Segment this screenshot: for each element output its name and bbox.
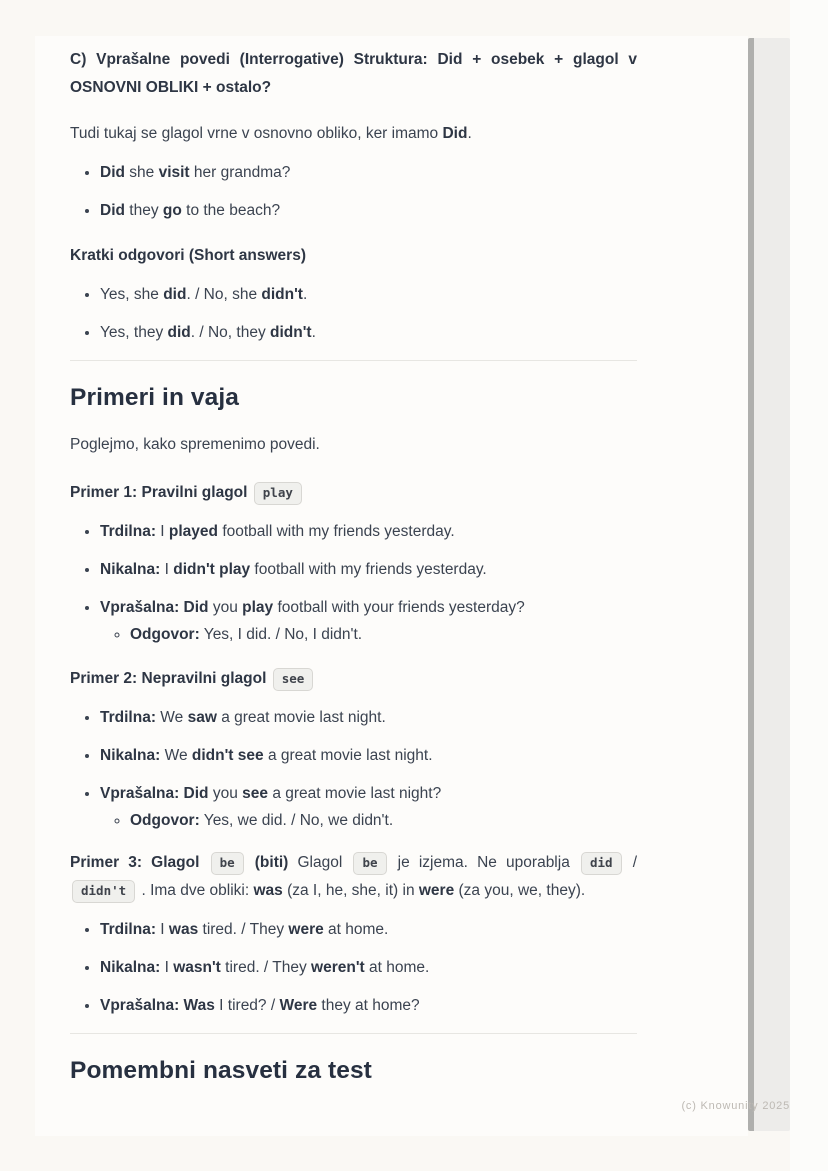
list-item [100, 520, 637, 543]
bold-text: were [418, 882, 455, 899]
list-item [100, 744, 637, 767]
scrollbar-thumb[interactable] [748, 38, 754, 1131]
code-chip: be [353, 852, 386, 875]
text-run: Yes, we did. / No, we didn't. [199, 812, 394, 829]
bold-text: Primer 2: Nepravilni glagol [70, 670, 271, 687]
code-chip: did [581, 852, 622, 875]
bold-text: Nikalna: [100, 747, 161, 764]
text-run: Poglejmo, kako spremenimo povedi. [70, 436, 320, 453]
bold-text: Odgovor: [130, 626, 200, 643]
paragraph [70, 431, 637, 459]
sub-heading [70, 665, 637, 693]
sub-list-item [130, 624, 637, 645]
bold-text: Trdilna: [100, 709, 156, 726]
code-chip: be [211, 852, 244, 875]
bold-text: did [167, 324, 191, 341]
bold-text: Primer 1: Pravilni glagol [70, 484, 252, 501]
text-run: to the beach? [181, 202, 281, 219]
text-run: / [623, 854, 637, 871]
text-run: . Ima dve obliki: [137, 882, 254, 899]
document-content [35, 36, 748, 1136]
text-run: Yes, she [100, 286, 164, 303]
list-item [100, 994, 637, 1017]
bold-text: Trdilna: [100, 523, 156, 540]
bold-text: played [168, 523, 219, 540]
bold-text: see [242, 785, 269, 802]
text-run: tired. / They [198, 921, 289, 938]
text-run: you [208, 599, 243, 616]
text-run: . [311, 324, 316, 341]
list-item [100, 956, 637, 979]
text-run: she [124, 164, 159, 181]
bold-text: was [168, 921, 199, 938]
text-run: (za I, he, she, it) in [282, 882, 419, 899]
section-divider [70, 1033, 637, 1034]
bold-text: C) Vprašalne povedi (Interrogative) [70, 51, 344, 68]
list-item [100, 161, 637, 184]
list-item [100, 706, 637, 729]
sub-heading [70, 46, 637, 102]
text-run: Glagol [288, 854, 352, 871]
bold-text: were [288, 921, 324, 938]
text-run: Struktura: [343, 51, 438, 68]
text-run: je izjema. Ne uporablja [388, 854, 579, 871]
list-item [100, 558, 637, 581]
text-run: you [208, 785, 243, 802]
bullet-list [70, 161, 637, 222]
bold-text: go [162, 202, 182, 219]
bold-text: didn't [261, 286, 303, 303]
sub-list [100, 810, 637, 831]
sub-list [100, 624, 637, 645]
paragraph [70, 120, 637, 148]
text-run: (za you, we, they). [454, 882, 586, 899]
scrollbar-track[interactable] [748, 38, 790, 1131]
text-run: a great movie last night. [263, 747, 433, 764]
bold-text: Kratki odgovori (Short answers) [70, 247, 306, 264]
text-run: her grandma? [189, 164, 291, 181]
list-item [100, 283, 637, 306]
text-run: I [155, 523, 169, 540]
bold-text: Did [100, 164, 125, 181]
bold-text: Were [279, 997, 318, 1014]
text-run: they [124, 202, 163, 219]
text-run: I [160, 959, 174, 976]
bold-text: Primer 3: Glagol [70, 854, 209, 871]
page-right-margin [790, 0, 828, 1171]
bold-text: didn't [270, 324, 312, 341]
bold-text: Vprašalna: Did [100, 785, 209, 802]
section-divider [70, 360, 637, 361]
bold-text: Nikalna: [100, 959, 161, 976]
bold-text: Did [100, 202, 125, 219]
text-run: Yes, I did. / No, I didn't. [199, 626, 363, 643]
section-heading: Primeri in vaja [70, 384, 240, 411]
bold-text: didn't play [173, 561, 251, 578]
text-run: at home. [364, 959, 430, 976]
bullet-list [70, 706, 637, 831]
bold-text: wasn't [173, 959, 221, 976]
text-run: I [160, 561, 174, 578]
bullet-list [70, 918, 637, 1017]
text-run: We [160, 747, 192, 764]
bold-text: was [253, 882, 283, 899]
list-item [100, 918, 637, 941]
bold-text: visit [158, 164, 190, 181]
sub-heading [70, 479, 637, 507]
text-run: . / No, she [186, 286, 262, 303]
text-run: football with your friends yesterday? [273, 599, 525, 616]
bold-text: Trdilna: [100, 921, 156, 938]
text-run: football with my friends yesterday. [218, 523, 455, 540]
text-run: at home. [323, 921, 389, 938]
bold-text: Vprašalna: Was [100, 997, 215, 1014]
list-item [100, 321, 637, 344]
bold-text: play [242, 599, 274, 616]
text-run: I [155, 921, 169, 938]
text-run: a great movie last night. [216, 709, 386, 726]
text-run: . / No, they [190, 324, 271, 341]
paragraph [70, 849, 637, 905]
text-run: . [302, 286, 308, 303]
sub-heading [70, 242, 637, 270]
text-run: they at home? [317, 997, 420, 1014]
bold-text: Did [442, 125, 468, 142]
code-chip: didn't [72, 880, 135, 903]
bold-text: Nikalna: [100, 561, 161, 578]
text-run: We [155, 709, 188, 726]
text-run: a great movie last night? [268, 785, 442, 802]
text-run: tired. / They [220, 959, 312, 976]
bold-text: Did + osebek + glagol v OSNOVNI OBLIKI + ostalo? [70, 51, 637, 96]
bold-text: Vprašalna: Did [100, 599, 209, 616]
code-chip: see [273, 668, 314, 691]
text-run: Tudi tukaj se glagol vrne v osnovno obliko, ker imamo [70, 125, 443, 142]
text-run: . [467, 125, 472, 142]
bold-text: did [163, 286, 187, 303]
bold-text: (biti) [245, 854, 289, 871]
text-run: football with my friends yesterday. [250, 561, 487, 578]
text-run: I tired? / [214, 997, 280, 1014]
bullet-list [70, 283, 637, 344]
list-item [100, 596, 637, 645]
section-heading: Pomembni nasveti za test [70, 1057, 372, 1084]
bold-text: weren't [311, 959, 365, 976]
sub-list-item [130, 810, 637, 831]
text-run: Yes, they [100, 324, 168, 341]
list-item [100, 782, 637, 831]
bold-text: didn't see [191, 747, 264, 764]
watermark: (c) Knowunity 2025 [681, 1100, 790, 1112]
bold-text: Odgovor: [130, 812, 200, 829]
bold-text: saw [187, 709, 217, 726]
code-chip: play [254, 482, 302, 505]
document-card [35, 36, 748, 1136]
list-item [100, 199, 637, 222]
bullet-list [70, 520, 637, 645]
